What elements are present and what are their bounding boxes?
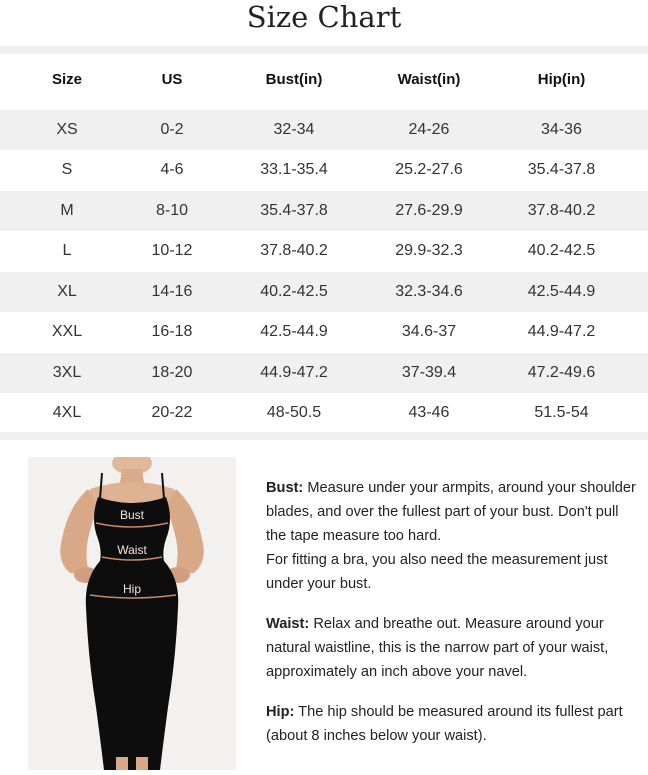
table-cell: 10-12 (151, 242, 193, 259)
table-cell: 44.9-47.2 (527, 323, 596, 340)
table-cell: XXL (51, 323, 83, 340)
table-cell: 32.3-34.6 (395, 283, 463, 300)
table-cell: 47.2-49.6 (527, 364, 596, 381)
table-cell: 48-50.5 (266, 404, 322, 421)
dress-illustration (28, 457, 236, 770)
table-cell: 43-46 (408, 404, 450, 421)
table-row (0, 150, 648, 190)
measurement-figure (28, 457, 236, 770)
hip-note (266, 700, 638, 748)
table-row (0, 353, 648, 393)
table-row (0, 191, 648, 231)
table-cell: S (61, 161, 73, 178)
table-cell: 35.4-37.8 (527, 161, 596, 178)
table-cell: 34.6-37 (401, 323, 457, 340)
table-cell: 25.2-27.6 (395, 161, 463, 178)
table-cell: 37-39.4 (401, 364, 457, 381)
waist-note (266, 612, 638, 684)
table-cell: 0-2 (160, 121, 184, 138)
header-waist: Waist(in) (397, 71, 461, 88)
table-cell: 51.5-54 (534, 404, 589, 421)
table-cell: 33.1-35.4 (260, 161, 328, 178)
table-cell: 4-6 (160, 161, 184, 178)
bust-note-text: Measure under your armpits, around your shoulder blades, and over the fullest part of your bust. Don't pull the tape measure too hard. (266, 480, 636, 544)
table-cell: 42.5-44.9 (527, 283, 596, 300)
table-cell: 40.2-42.5 (260, 283, 328, 300)
table-cell: 20-22 (151, 404, 193, 421)
table-row (0, 312, 648, 352)
table-row (0, 231, 648, 271)
bust-note-label: Bust: (266, 480, 304, 496)
bust-note-text-2: For fitting a bra, you also need the measurement just under your bust. (266, 552, 608, 592)
table-cell: 24-26 (408, 121, 450, 138)
table-cell: 27.6-29.9 (395, 202, 463, 219)
header-bust: Bust(in) (265, 71, 323, 88)
right-arm (166, 489, 204, 575)
divider-band-top (0, 46, 648, 54)
left-arm (60, 489, 98, 575)
table-cell: 35.4-37.8 (260, 202, 328, 219)
table-cell: XS (56, 121, 78, 138)
waist-note-label: Waist: (266, 616, 310, 632)
table-cell: M (60, 202, 74, 219)
dress-shape (86, 497, 178, 770)
waist-note-text: Relax and breathe out. Measure around your natural waistline, this is the narrow part of your waist, approximately an inch above your navel. (266, 616, 609, 680)
page-title: Size Chart (246, 0, 402, 34)
table-row (0, 393, 648, 433)
bust-note (266, 476, 638, 596)
waist-label: Waist (117, 543, 147, 557)
table-row (0, 272, 648, 312)
hip-note-label: Hip: (266, 704, 295, 720)
table-cell: 32-34 (273, 121, 315, 138)
table-cell: 3XL (52, 364, 82, 381)
divider-band-bottom (0, 432, 648, 440)
neck-shape (120, 469, 144, 483)
bust-label: Bust (119, 508, 145, 522)
table-cell: 8-10 (155, 202, 189, 219)
left-leg (116, 757, 128, 770)
table-cell: 14-16 (151, 283, 193, 300)
header-us: US (161, 71, 183, 88)
table-cell: 16-18 (151, 323, 193, 340)
hip-note-text: The hip should be measured around its fullest part (about 8 inches below your waist). (266, 704, 623, 744)
header-size: Size (51, 71, 82, 88)
table-cell: 37.8-40.2 (260, 242, 328, 259)
table-cell: 29.9-32.3 (395, 242, 463, 259)
table-cell: 18-20 (151, 364, 193, 381)
table-cell: 44.9-47.2 (260, 364, 328, 381)
hip-label: Hip (122, 582, 142, 596)
table-cell: L (62, 242, 72, 259)
header-hip: Hip(in) (537, 71, 586, 88)
measurement-notes (266, 476, 638, 764)
table-cell: 37.8-40.2 (527, 202, 596, 219)
table-cell: 42.5-44.9 (260, 323, 328, 340)
table-cell: 34-36 (541, 121, 582, 138)
table-row (0, 110, 648, 150)
table-cell: XL (57, 283, 77, 300)
table-cell: 4XL (52, 404, 82, 421)
right-leg (136, 757, 148, 770)
table-header-row (0, 60, 648, 100)
table-cell: 40.2-42.5 (527, 242, 596, 259)
